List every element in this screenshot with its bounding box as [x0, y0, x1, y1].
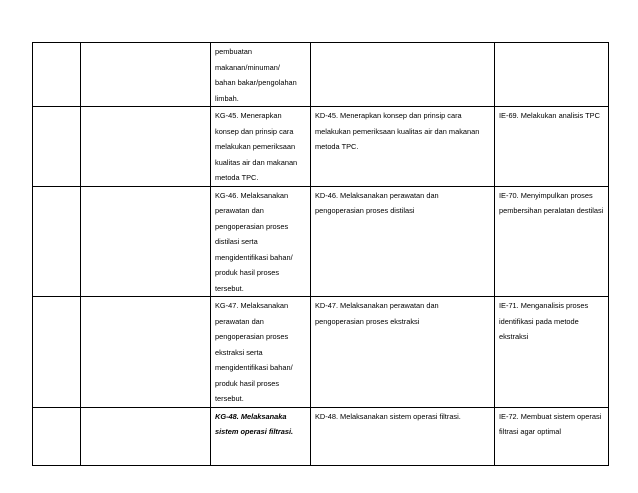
empty-cell: [33, 107, 81, 187]
kg-text: KG-46. Melaksanakan perawatan dan pengoperasian proses distilasi serta mengidentifikasi bahan/ produk hasil proses tersebut.: [215, 190, 293, 293]
table-row: [33, 297, 609, 408]
kg-text: pembuatan makanan/minuman/ bahan bakar/pengolahan limbah.: [215, 47, 297, 103]
empty-cell: [33, 186, 81, 297]
table-row: [33, 186, 609, 297]
empty-cell: [33, 297, 81, 408]
ie-cell: [495, 297, 609, 408]
competency-table: [32, 42, 609, 466]
empty-cell: [33, 43, 81, 107]
kd-text: KD-46. Melaksanakan perawatan dan pengoperasian proses distilasi: [315, 190, 439, 215]
kg-text: KG-47. Melaksanakan perawatan dan pengoperasian proses ekstraksi serta mengidentifikasi bahan/ produk hasil proses tersebut.: [215, 301, 293, 403]
ie-cell: [495, 186, 609, 297]
kd-cell: [311, 43, 495, 107]
ie-cell: [495, 407, 609, 465]
kd-cell: [311, 186, 495, 297]
kg-cell: [211, 43, 311, 107]
ie-text: IE-71. Menganalisis proses identifikasi pada metode ekstraksi: [499, 301, 589, 341]
kd-text: KD-47. Melaksanakan perawatan dan pengoperasian proses ekstraksi: [315, 301, 439, 326]
empty-cell: [81, 407, 211, 465]
empty-cell: [81, 297, 211, 408]
kd-cell: [311, 297, 495, 408]
kg-cell: [211, 107, 311, 187]
kg-cell: [211, 407, 311, 465]
ie-cell: [495, 43, 609, 107]
kd-cell: [311, 407, 495, 465]
ie-text: IE-69. Melakukan analisis TPC: [499, 111, 600, 120]
empty-cell: [81, 43, 211, 107]
kg-text: KG-48. Melaksanaka sistem operasi filtrasi.: [215, 411, 294, 436]
empty-cell: [81, 186, 211, 297]
empty-cell: [33, 407, 81, 465]
ie-text: IE-72. Membuat sistem operasi filtrasi agar optimal: [499, 411, 602, 436]
kd-text: KD-45. Menerapkan konsep dan prinsip cara melakukan pemeriksaan kualitas air dan makanan metoda TPC.: [315, 111, 480, 151]
kd-text: KD-48. Melaksanakan sistem operasi filtrasi.: [315, 411, 461, 421]
ie-text: IE-70. Menyimpulkan proses pembersihan peralatan destilasi: [499, 190, 604, 215]
table-row: [33, 407, 609, 465]
kg-cell: [211, 186, 311, 297]
kg-cell: [211, 297, 311, 408]
table-row: [33, 107, 609, 187]
ie-cell: [495, 107, 609, 187]
kg-text: KG-45. Menerapkan konsep dan prinsip cara melakukan pemeriksaan kualitas air dan makanan metoda TPC.: [215, 111, 298, 182]
empty-cell: [81, 107, 211, 187]
table-row: [33, 43, 609, 107]
kd-cell: [311, 107, 495, 187]
